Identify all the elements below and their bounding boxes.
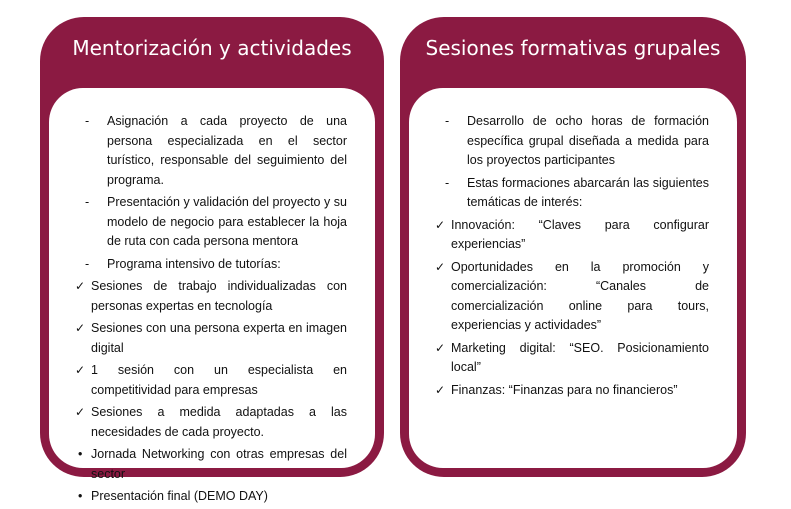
list-item bbox=[435, 112, 709, 171]
dash-marker: - bbox=[85, 114, 90, 128]
mentoring-card bbox=[40, 17, 384, 503]
list-item bbox=[75, 445, 347, 484]
list-item bbox=[75, 319, 347, 358]
list-item-text: 1 sesión con un especialista en competitividad para empresas bbox=[91, 363, 347, 397]
list-item-text: Presentación y validación del proyecto y su modelo de negocio para establecer la hoja de ruta con cada persona mentora bbox=[107, 195, 347, 248]
list-item bbox=[75, 255, 347, 275]
list-item bbox=[75, 361, 347, 400]
list-item bbox=[75, 112, 347, 190]
dash-marker: - bbox=[85, 256, 90, 271]
bullet-icon: • bbox=[78, 447, 83, 461]
list-item-text: Sesiones de trabajo individualizadas con personas expertas en tecnología bbox=[91, 279, 347, 313]
dash-marker: - bbox=[85, 195, 90, 209]
checkmark-icon: ✓ bbox=[75, 279, 86, 293]
bullet-icon: • bbox=[78, 489, 83, 503]
list-item-text: Sesiones con una persona experta en imagen digital bbox=[91, 321, 347, 355]
training-card-body bbox=[409, 88, 737, 468]
checkmark-icon: ✓ bbox=[435, 217, 446, 232]
mentoring-card-title: Mentorización y actividades bbox=[72, 36, 352, 60]
list-item bbox=[75, 193, 347, 252]
list-item-text: Asignación a cada proyecto de una persona especializada en el sector turístico, responsable del seguimiento del programa. bbox=[107, 114, 347, 187]
list-item-text: Sesiones a medida adaptadas a las necesidades de cada proyecto. bbox=[91, 405, 347, 439]
checkmark-icon: ✓ bbox=[75, 405, 86, 419]
list-item-text: Oportunidades en la promoción y comercialización: “Canales de comercialización online para tours, experiencias y actividades” bbox=[451, 259, 709, 332]
training-card bbox=[400, 17, 746, 477]
list-item-text: Desarrollo de ocho horas de formación específica grupal diseñada a medida para los proyectos participantes bbox=[467, 114, 709, 167]
dash-marker: - bbox=[445, 114, 450, 128]
checkmark-icon: ✓ bbox=[435, 259, 446, 274]
list-item bbox=[435, 258, 709, 336]
list-item-text: Presentación final (DEMO DAY) bbox=[91, 489, 268, 503]
list-item-text: Marketing digital: “SEO. Posicionamiento local” bbox=[451, 340, 709, 374]
list-item-text: Finanzas: “Finanzas para no financieros” bbox=[451, 382, 678, 397]
mentoring-list bbox=[75, 112, 347, 507]
training-card-title: Sesiones formativas grupales bbox=[425, 36, 721, 60]
list-item-text: Estas formaciones abarcarán las siguientes temáticas de interés: bbox=[467, 175, 709, 209]
list-item-text: Innovación: “Claves para configurar experiencias” bbox=[451, 217, 709, 251]
checkmark-icon: ✓ bbox=[435, 340, 446, 355]
list-item bbox=[435, 216, 709, 255]
mentoring-card-body bbox=[49, 88, 375, 503]
list-item bbox=[75, 487, 347, 507]
list-item bbox=[435, 174, 709, 213]
training-list bbox=[435, 112, 709, 400]
list-item bbox=[435, 381, 709, 401]
checkmark-icon: ✓ bbox=[75, 363, 86, 377]
list-item bbox=[75, 403, 347, 442]
list-item-text: Programa intensivo de tutorías: bbox=[107, 256, 281, 271]
list-item bbox=[435, 339, 709, 378]
checkmark-icon: ✓ bbox=[75, 321, 86, 335]
list-item bbox=[75, 277, 347, 316]
list-item-text: Jornada Networking con otras empresas del sector bbox=[91, 447, 347, 481]
checkmark-icon: ✓ bbox=[435, 382, 446, 397]
dash-marker: - bbox=[445, 175, 450, 190]
